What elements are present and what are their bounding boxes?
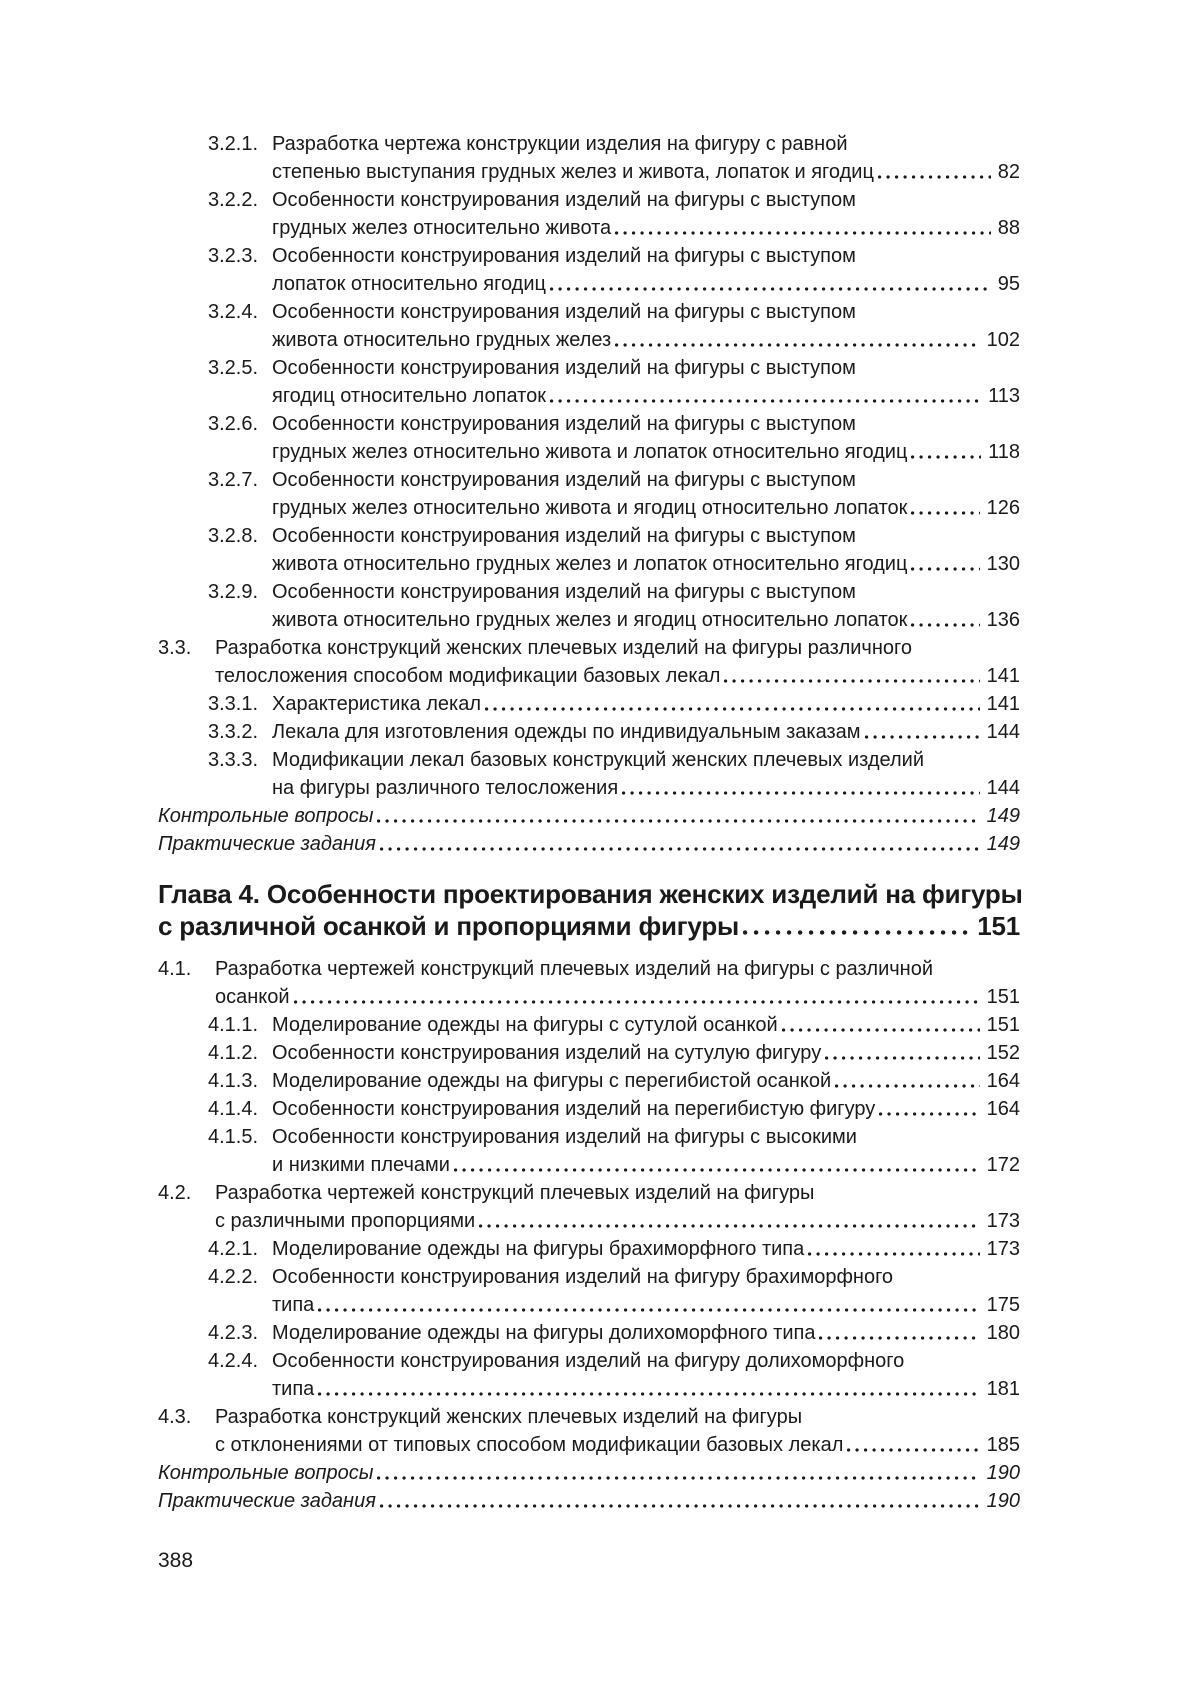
toc-entry-text: Модификации лекал базовых конструкций женских плечевых изделий — [272, 749, 924, 771]
toc-page-number: 180 — [986, 1322, 1020, 1344]
toc-entry-text: Особенности конструирования изделий на фигуры с выступом — [272, 581, 856, 603]
toc-entry-line — [272, 550, 1020, 578]
toc-entry-line — [272, 410, 1020, 438]
toc-entry-number: 3.3.2. — [208, 721, 259, 743]
toc-page-number: 136 — [986, 609, 1020, 631]
dot-leader — [318, 1375, 981, 1403]
dot-leader — [380, 1487, 982, 1515]
toc-page-number: 113 — [988, 385, 1020, 407]
toc-entry-number: 3.2.5. — [208, 357, 259, 379]
toc-entry-line — [272, 1347, 1020, 1375]
toc-page-number: 88 — [997, 217, 1020, 239]
toc-entry-text: живота относительно грудных желез и лопаток относительно ягодиц — [272, 553, 908, 575]
toc-entry-text: Глава 4. Особенности проектирования женских изделий на фигуры — [158, 879, 1023, 909]
toc-entry-number: 4.2.3. — [208, 1322, 259, 1344]
dot-leader — [911, 494, 981, 522]
toc-entry-text: грудных желез относительно живота и лопаток относительно ягодиц — [272, 441, 908, 463]
toc-entry — [158, 578, 1020, 634]
toc-page-number: 149 — [986, 833, 1020, 855]
toc-entry-text: Контрольные вопросы — [158, 805, 374, 827]
toc-entry-line — [215, 1431, 1020, 1459]
toc-entry — [158, 1067, 1020, 1095]
toc-entry-number: 3.2.4. — [208, 301, 259, 323]
toc-entry-text: Разработка чертежа конструкции изделия на фигуру с равной — [272, 133, 848, 155]
toc-entry-line — [272, 774, 1020, 802]
dot-leader — [615, 214, 993, 242]
toc-entry-number: 3.3.1. — [208, 693, 259, 715]
toc-entry-text: типа — [272, 1378, 315, 1400]
toc-entry-number: 4.1.4. — [208, 1098, 259, 1120]
toc-entry-text: Лекала для изготовления одежды по индивидуальным заказам — [272, 721, 861, 743]
toc-entry-text: Особенности конструирования изделий на фигуры с выступом — [272, 525, 856, 547]
toc-page-number: 118 — [988, 441, 1020, 463]
dot-leader — [825, 1039, 981, 1067]
toc-entry-line — [272, 438, 1020, 466]
toc-entry-line — [272, 746, 1020, 774]
toc-entry-number: 4.2.2. — [208, 1266, 259, 1288]
page-number-footer: 388 — [158, 1549, 194, 1572]
toc-entry-line — [215, 1207, 1020, 1235]
toc-entry-line — [158, 1459, 1020, 1487]
toc-entry-line — [158, 1487, 1020, 1515]
toc-entry-number: 4.2.4. — [208, 1350, 259, 1372]
toc-entry-text: живота относительно грудных желез — [272, 329, 612, 351]
dot-leader — [485, 690, 982, 718]
toc-entry-text: Особенности конструирования изделий на сутулую фигуру — [272, 1042, 822, 1064]
toc-entry-line — [272, 466, 1020, 494]
dot-leader — [911, 438, 983, 466]
toc-entry-text: Моделирование одежды на фигуры брахиморфного типа — [272, 1238, 805, 1260]
toc-entry-text: Разработка чертежей конструкций плечевых изделий на фигуры — [215, 1182, 815, 1204]
toc-page-number: 149 — [986, 805, 1020, 827]
dot-leader — [782, 1011, 982, 1039]
toc-entry-line — [272, 130, 1020, 158]
toc-entry-number: 4.1. — [158, 958, 192, 980]
toc-entry — [158, 1403, 1020, 1459]
toc-entry — [158, 1263, 1020, 1319]
toc-entry-text: Разработка конструкций женских плечевых изделий на фигуры различного — [215, 637, 913, 659]
toc-entry — [158, 1039, 1020, 1067]
toc-entry-text: Особенности конструирования изделий на фигуры с выступом — [272, 189, 856, 211]
toc-entry — [158, 830, 1020, 858]
toc-entry — [158, 130, 1020, 186]
toc-entry — [158, 1487, 1020, 1515]
toc-entry — [158, 298, 1020, 354]
toc-page-number: 151 — [986, 1014, 1020, 1036]
toc-entry-text: Контрольные вопросы — [158, 1462, 374, 1484]
toc-entry — [158, 1123, 1020, 1179]
toc-entry-line — [215, 955, 1020, 983]
toc-page-number: 102 — [986, 329, 1020, 351]
toc-entry — [158, 242, 1020, 298]
toc-page-number: 141 — [986, 693, 1020, 715]
toc-entry-text: осанкой — [215, 986, 290, 1008]
toc-entry-line — [272, 1095, 1020, 1123]
toc-entry-number: 4.1.1. — [208, 1014, 259, 1036]
toc-entry-text: Особенности конструирования изделий на фигуру брахиморфного — [272, 1266, 894, 1288]
toc-entry-text: Моделирование одежды на фигуры с сутулой осанкой — [272, 1014, 778, 1036]
toc-entry-line — [272, 606, 1020, 634]
toc-entry-text: Моделирование одежды на фигуры с перегибистой осанкой — [272, 1070, 832, 1092]
toc-entry-line — [272, 1123, 1020, 1151]
toc-entry-number: 3.2.3. — [208, 245, 259, 267]
toc-page-number: 126 — [986, 497, 1020, 519]
toc-page-number: 164 — [986, 1098, 1020, 1120]
toc-page-number: 82 — [997, 161, 1020, 183]
toc-entry-text: Моделирование одежды на фигуры долихоморфного типа — [272, 1322, 816, 1344]
dot-leader — [550, 270, 993, 298]
toc-entry-text: грудных желез относительно живота — [272, 217, 612, 239]
toc-entry-text: Характеристика лекал — [272, 693, 482, 715]
toc-entry-number: 4.2.1. — [208, 1238, 259, 1260]
toc-entry-text: степенью выступания грудных желез и живота, лопаток и ягодиц — [272, 161, 874, 183]
dot-leader — [318, 1291, 981, 1319]
toc-entry-line — [215, 1179, 1020, 1207]
toc-entry-line — [272, 298, 1020, 326]
toc-entry-number: 3.2.9. — [208, 581, 259, 603]
toc-page-number: 151 — [986, 986, 1020, 1008]
dot-leader — [911, 606, 981, 634]
toc-page-number: 95 — [997, 273, 1020, 295]
toc-entry-number: 3.2.8. — [208, 525, 259, 547]
toc-entry-line — [272, 1067, 1020, 1095]
toc-entry-number: 3.3.3. — [208, 749, 259, 771]
toc-entry-line — [272, 522, 1020, 550]
toc-entry-number: 3.3. — [158, 637, 192, 659]
toc-entry-line — [272, 214, 1020, 242]
dot-leader — [865, 718, 982, 746]
dot-leader — [847, 1431, 981, 1459]
toc-entry — [158, 1095, 1020, 1123]
dot-leader — [808, 1235, 981, 1263]
dot-leader — [479, 1207, 981, 1235]
toc-entry-number: 4.1.5. — [208, 1126, 259, 1148]
toc-entry — [158, 466, 1020, 522]
toc-entry-text: Особенности конструирования изделий на перегибистую фигуру — [272, 1098, 876, 1120]
toc-page-number: 144 — [986, 721, 1020, 743]
toc-page-number: 141 — [986, 665, 1020, 687]
dot-leader — [878, 158, 993, 186]
toc-entry-line — [158, 878, 1023, 910]
toc-entry-text: Особенности конструирования изделий на фигуры с выступом — [272, 413, 856, 435]
toc-entry — [158, 1011, 1020, 1039]
toc-entry-line — [158, 910, 1020, 942]
dot-leader — [819, 1319, 981, 1347]
toc-entry-line — [272, 270, 1020, 298]
toc-entry-text: и низкими плечами — [272, 1154, 450, 1176]
dot-leader — [377, 802, 981, 830]
toc-entry-line — [272, 1039, 1020, 1067]
toc-entry-text: ягодиц относительно лопаток — [272, 385, 546, 407]
toc-entry — [158, 955, 1020, 1011]
toc-entry-text: телосложения способом модификации базовых лекал — [215, 665, 721, 687]
toc-entry-number: 4.3. — [158, 1406, 192, 1428]
toc-entry-text: Особенности конструирования изделий на фигуры с выступом — [272, 245, 856, 267]
toc-entry — [158, 410, 1020, 466]
toc-entry — [158, 1179, 1020, 1235]
toc-entry-line — [158, 830, 1020, 858]
dot-leader — [380, 830, 982, 858]
toc-entry — [158, 186, 1020, 242]
toc-entry-line — [272, 578, 1020, 606]
toc-page-number: 152 — [986, 1042, 1020, 1064]
toc-entry-line — [215, 983, 1020, 1011]
toc-entry-text: Практические задания — [158, 1490, 376, 1512]
toc-entry — [158, 1459, 1020, 1487]
toc-entry-line — [215, 634, 1020, 662]
toc-entry — [158, 718, 1020, 746]
toc-entry-line — [272, 1375, 1020, 1403]
toc-entry-line — [272, 326, 1020, 354]
toc-page-number: 185 — [986, 1434, 1020, 1456]
toc-entry-text: Разработка конструкций женских плечевых изделий на фигуры — [215, 1406, 803, 1428]
toc-entry-line — [272, 1151, 1020, 1179]
toc-page-number: 173 — [986, 1238, 1020, 1260]
dot-leader — [879, 1095, 981, 1123]
toc-entry-text: Практические задания — [158, 833, 376, 855]
toc-page-number: 190 — [986, 1462, 1020, 1484]
dot-leader — [377, 1459, 981, 1487]
toc-page-number: 144 — [986, 777, 1020, 799]
toc-entry — [158, 802, 1020, 830]
toc-entry — [158, 1235, 1020, 1263]
toc-entry-number: 3.2.6. — [208, 413, 259, 435]
dot-leader — [294, 983, 982, 1011]
toc-entry-text: типа — [272, 1294, 315, 1316]
toc-page-number: 175 — [986, 1294, 1020, 1316]
toc-page-number: 190 — [986, 1490, 1020, 1512]
toc-entry — [158, 746, 1020, 802]
toc-entry-number: 3.2.1. — [208, 133, 259, 155]
toc-entry-line — [272, 1011, 1020, 1039]
dot-leader — [743, 910, 972, 942]
toc-entry-text: живота относительно грудных желез и ягодиц относительно лопаток — [272, 609, 908, 631]
toc-entry-text: на фигуры различного телосложения — [272, 777, 619, 799]
toc-entry-text: лопаток относительно ягодиц — [272, 273, 546, 295]
toc-entry-line — [272, 718, 1020, 746]
dot-leader — [835, 1067, 982, 1095]
dot-leader — [615, 326, 981, 354]
toc-entry-number: 4.1.3. — [208, 1070, 259, 1092]
toc-entry-text: Особенности конструирования изделий на фигуру долихоморфного — [272, 1350, 905, 1372]
toc-page-number: 173 — [986, 1210, 1020, 1232]
toc-entry — [158, 354, 1020, 410]
toc-entry-line — [272, 242, 1020, 270]
toc-entry-line — [272, 1319, 1020, 1347]
toc-entry-text: Особенности конструирования изделий на фигуры с выступом — [272, 357, 856, 379]
toc-entry-text: с отклонениями от типовых способом модификации базовых лекал — [215, 1434, 844, 1456]
toc-entry — [158, 1347, 1020, 1403]
toc-entry-line — [272, 1235, 1020, 1263]
chapter-heading — [158, 878, 1023, 942]
toc-entry-text: Особенности конструирования изделий на фигуры с высокими — [272, 1126, 857, 1148]
dot-leader — [550, 382, 983, 410]
toc-entry-number: 3.2.2. — [208, 189, 259, 211]
dot-leader — [911, 550, 981, 578]
toc-entry — [158, 690, 1020, 718]
toc-entry-line — [272, 354, 1020, 382]
dot-leader — [622, 774, 981, 802]
toc-entry-number: 4.1.2. — [208, 1042, 259, 1064]
toc-entry-line — [272, 158, 1020, 186]
toc-entry — [158, 522, 1020, 578]
toc-entry-line — [272, 382, 1020, 410]
table-of-contents — [158, 130, 1023, 1515]
toc-entry-text: Особенности конструирования изделий на фигуры с выступом — [272, 469, 856, 491]
toc-page-number: 181 — [986, 1378, 1020, 1400]
toc-page-number: 172 — [986, 1154, 1020, 1176]
dot-leader — [454, 1151, 982, 1179]
toc-entry-text: Особенности конструирования изделий на фигуры с выступом — [272, 301, 856, 323]
toc-entry — [158, 1319, 1020, 1347]
dot-leader — [724, 662, 981, 690]
toc-page-number: 130 — [986, 553, 1020, 575]
toc-entry-text: Разработка чертежей конструкций плечевых изделий на фигуры с различной — [215, 958, 934, 980]
toc-entry-text: грудных желез относительно живота и ягодиц относительно лопаток — [272, 497, 908, 519]
toc-entry-line — [158, 802, 1020, 830]
toc-entry-number: 4.2. — [158, 1182, 192, 1204]
toc-entry-line — [272, 1291, 1020, 1319]
toc-entry-line — [215, 1403, 1020, 1431]
toc-page-number: 151 — [977, 911, 1020, 941]
toc-entry-line — [272, 690, 1020, 718]
toc-entry-text: с различной осанкой и пропорциями фигуры — [158, 911, 740, 941]
toc-entry-number: 3.2.7. — [208, 469, 259, 491]
toc-entry-line — [272, 186, 1020, 214]
toc-entry-text: с различными пропорциями — [215, 1210, 476, 1232]
toc-entry-line — [215, 662, 1020, 690]
toc-entry-line — [272, 1263, 1020, 1291]
toc-entry-line — [272, 494, 1020, 522]
toc-page-number: 164 — [986, 1070, 1020, 1092]
toc-entry — [158, 634, 1020, 690]
